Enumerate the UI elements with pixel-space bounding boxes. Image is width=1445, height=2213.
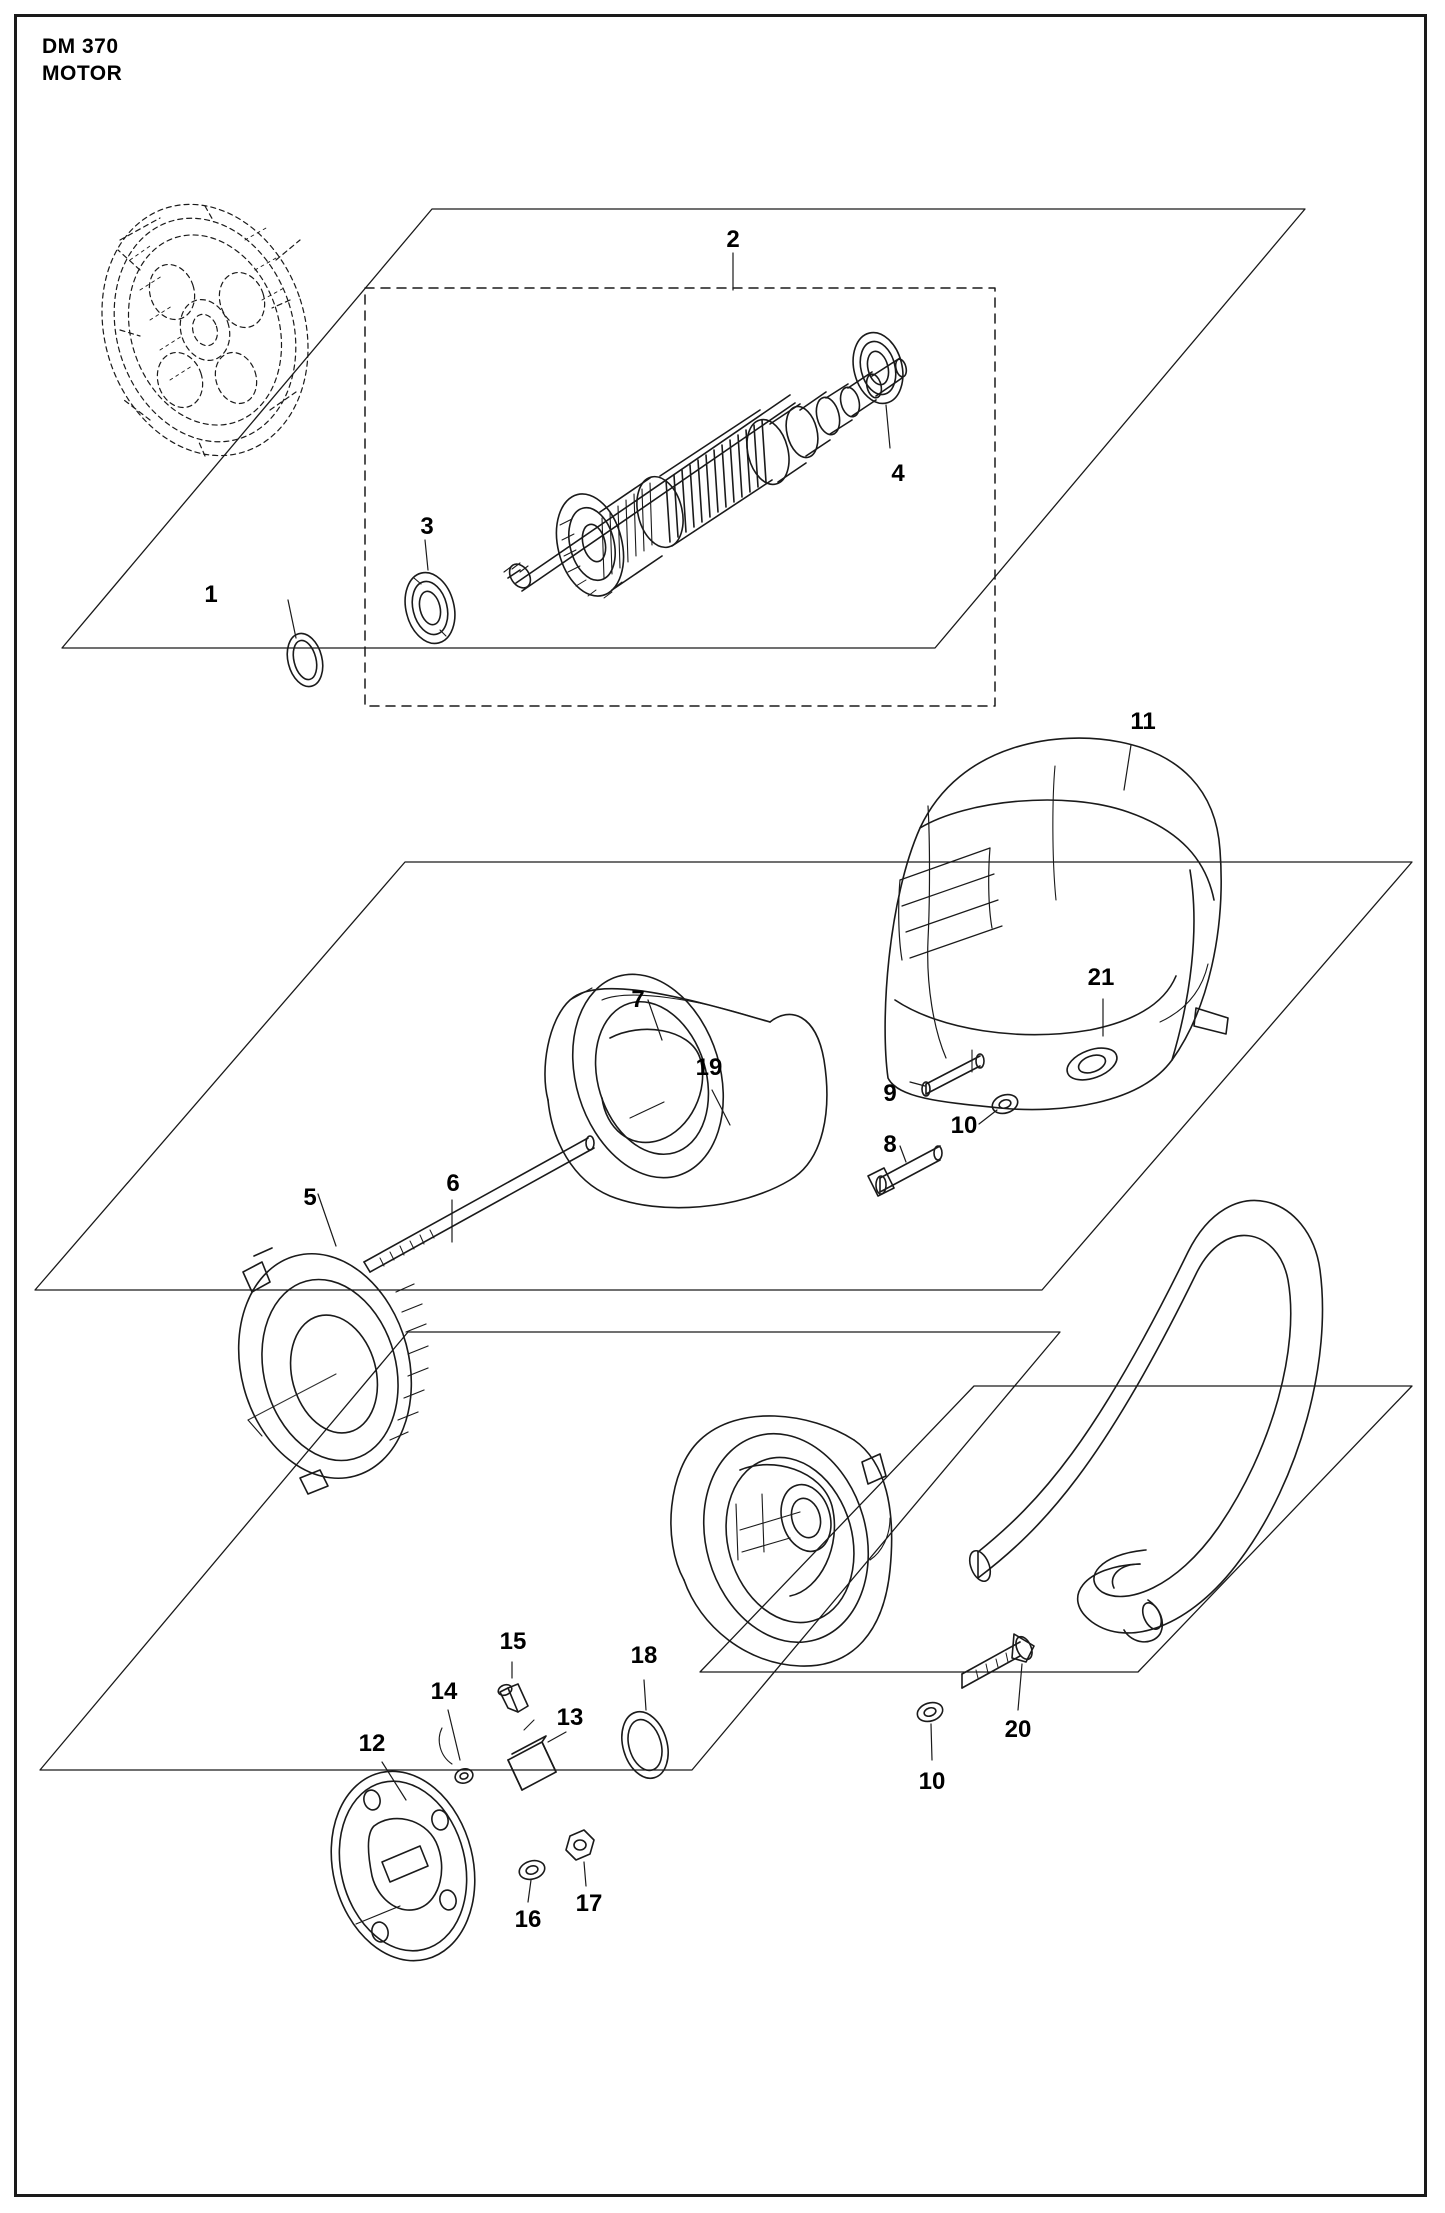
callout-5: 5 (303, 1184, 317, 1211)
callout-15: 15 (499, 1628, 527, 1655)
part-9-screw (922, 1050, 984, 1096)
part-15-screw (497, 1683, 528, 1712)
callout-18: 18 (630, 1642, 658, 1669)
part-6-long-screw (364, 1136, 594, 1272)
part-10-washer-bottom (915, 1699, 945, 1724)
part-12-flange-plate (312, 1756, 494, 1976)
callout-3: 3 (420, 513, 434, 540)
plane-rear-outline (40, 1332, 1060, 1770)
leader-13b (548, 1732, 566, 1742)
callout-1: 1 (204, 581, 218, 608)
leader-8 (900, 1146, 906, 1162)
part-20-screw (962, 1634, 1035, 1688)
leader-20 (1018, 1664, 1022, 1710)
callout-2: 2 (726, 226, 740, 253)
leader-10-top (979, 1110, 997, 1124)
part-19-rear-cover (671, 1414, 892, 1666)
leader-17 (584, 1862, 586, 1886)
part-11-motor-cover (885, 738, 1228, 1110)
part-3-bearing (398, 567, 462, 648)
callout-10-bottom: 10 (918, 1768, 946, 1795)
cutting-disc-phantom (70, 177, 339, 482)
title-line-2: MOTOR (42, 61, 123, 85)
callout-11: 11 (1130, 708, 1156, 735)
title-line-1: DM 370 (42, 35, 119, 58)
callout-17: 17 (575, 1890, 603, 1917)
callout-9: 9 (883, 1080, 897, 1107)
leader-11 (1124, 745, 1131, 790)
callout-21: 21 (1087, 964, 1115, 991)
part-2-armature (504, 358, 908, 603)
leader-3 (425, 540, 428, 570)
part-8-screw (868, 1146, 942, 1196)
group-2-dashed-box (365, 288, 995, 706)
part-10-washer-top (990, 1091, 1020, 1116)
part-21-handle (966, 1201, 1323, 1647)
part-18-oring (614, 1706, 675, 1783)
part-5-end-plate (214, 1234, 435, 1498)
part-7-stator-housing (545, 955, 827, 1207)
part-14-brush-clip (439, 1728, 474, 1785)
callout-14: 14 (430, 1678, 458, 1705)
callout-16: 16 (514, 1906, 542, 1933)
callout-8: 8 (883, 1131, 897, 1158)
leader-12 (382, 1762, 406, 1800)
callout-10-top: 10 (950, 1112, 978, 1139)
armature-windings (660, 410, 795, 546)
callout-13: 13 (556, 1704, 584, 1731)
part-13-carbon-brush (508, 1720, 556, 1790)
callout-20: 20 (1004, 1716, 1032, 1743)
leader-10-bottom (931, 1724, 932, 1760)
plane-handle-outline (700, 1386, 1412, 1672)
callout-19: 19 (695, 1054, 723, 1081)
leader-5 (318, 1194, 336, 1246)
leader-14 (448, 1710, 460, 1760)
part-16-washer (517, 1858, 547, 1882)
callout-4: 4 (891, 460, 905, 487)
callout-7: 7 (631, 986, 645, 1013)
callout-12: 12 (358, 1730, 386, 1757)
leader-16 (528, 1880, 531, 1902)
leader-18 (644, 1680, 646, 1710)
leader-4 (886, 405, 890, 448)
part-17-nut (566, 1830, 594, 1860)
callout-6: 6 (446, 1170, 460, 1197)
